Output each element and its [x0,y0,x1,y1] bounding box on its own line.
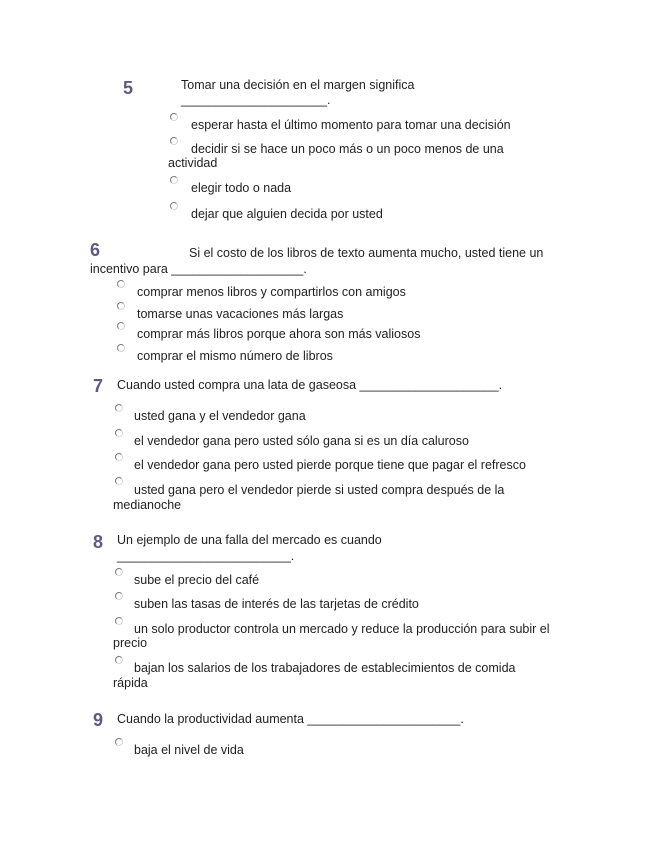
question-number: 6 [90,240,101,260]
question-stem-blank: _____________________. [181,93,331,107]
option-label-cont[interactable]: precio [113,636,148,650]
option-radio[interactable] [117,280,125,288]
option-label[interactable]: el vendedor gana pero usted sólo gana si es un día caluroso [134,434,469,448]
option-label[interactable]: usted gana pero el vendedor pierde si usted compra después de la [134,483,505,497]
option-radio[interactable] [170,202,178,210]
question-stem: Cuando usted compra una lata de gaseosa ____________________. [117,378,503,392]
question-number: 7 [93,376,104,396]
option-radio[interactable] [117,322,125,330]
option-radio[interactable] [117,344,125,352]
option-label[interactable]: sube el precio del café [134,573,260,587]
option-label-cont[interactable]: actividad [168,156,218,170]
option-label[interactable]: bajan los salarios de los trabajadores de establecimientos de comida [134,661,516,675]
option-radio[interactable] [170,137,178,145]
option-radio[interactable] [115,592,123,600]
question-stem-blank: incentivo para ___________________. [90,262,307,276]
option-radio[interactable] [115,477,123,485]
option-label[interactable]: comprar el mismo número de libros [137,349,333,363]
option-radio[interactable] [115,453,123,461]
question-number: 9 [93,710,104,730]
option-label-cont[interactable]: medianoche [113,498,182,512]
option-label-cont[interactable]: rápida [113,676,148,690]
option-radio[interactable] [170,113,178,121]
option-label[interactable]: un solo productor controla un mercado y reduce la producción para subir el [134,622,550,636]
option-label[interactable]: dejar que alguien decida por usted [191,207,383,221]
option-radio[interactable] [115,429,123,437]
option-radio[interactable] [115,617,123,625]
option-label[interactable]: baja el nivel de vida [134,743,244,757]
option-radio[interactable] [115,568,123,576]
option-label[interactable]: esperar hasta el último momento para tomar una decisión [191,118,511,132]
option-label[interactable]: el vendedor gana pero usted pierde porque tiene que pagar el refresco [134,458,526,472]
option-label[interactable]: comprar menos libros y compartirlos con amigos [137,285,406,299]
question-stem-blank: _________________________. [117,549,295,563]
option-label[interactable]: decidir si se hace un poco más o un poco menos de una [191,142,504,156]
question-stem: Cuando la productividad aumenta ______________________. [117,712,464,726]
option-label[interactable]: comprar más libros porque ahora son más valiosos [137,327,421,341]
question-number: 5 [123,78,134,98]
option-radio[interactable] [115,404,123,412]
option-radio[interactable] [117,302,125,310]
option-label[interactable]: tomarse unas vacaciones más largas [137,307,344,321]
option-label[interactable]: suben las tasas de interés de las tarjetas de crédito [134,597,419,611]
question-stem: Tomar una decisión en el margen significa [181,78,415,92]
option-radio[interactable] [170,176,178,184]
option-radio[interactable] [115,656,123,664]
question-stem: Un ejemplo de una falla del mercado es cuando [117,533,382,547]
option-label[interactable]: elegir todo o nada [191,181,292,195]
option-label[interactable]: usted gana y el vendedor gana [134,409,306,423]
option-radio[interactable] [115,738,123,746]
question-stem: Si el costo de los libros de texto aumenta mucho, usted tiene un [189,246,544,260]
question-number: 8 [93,532,104,552]
